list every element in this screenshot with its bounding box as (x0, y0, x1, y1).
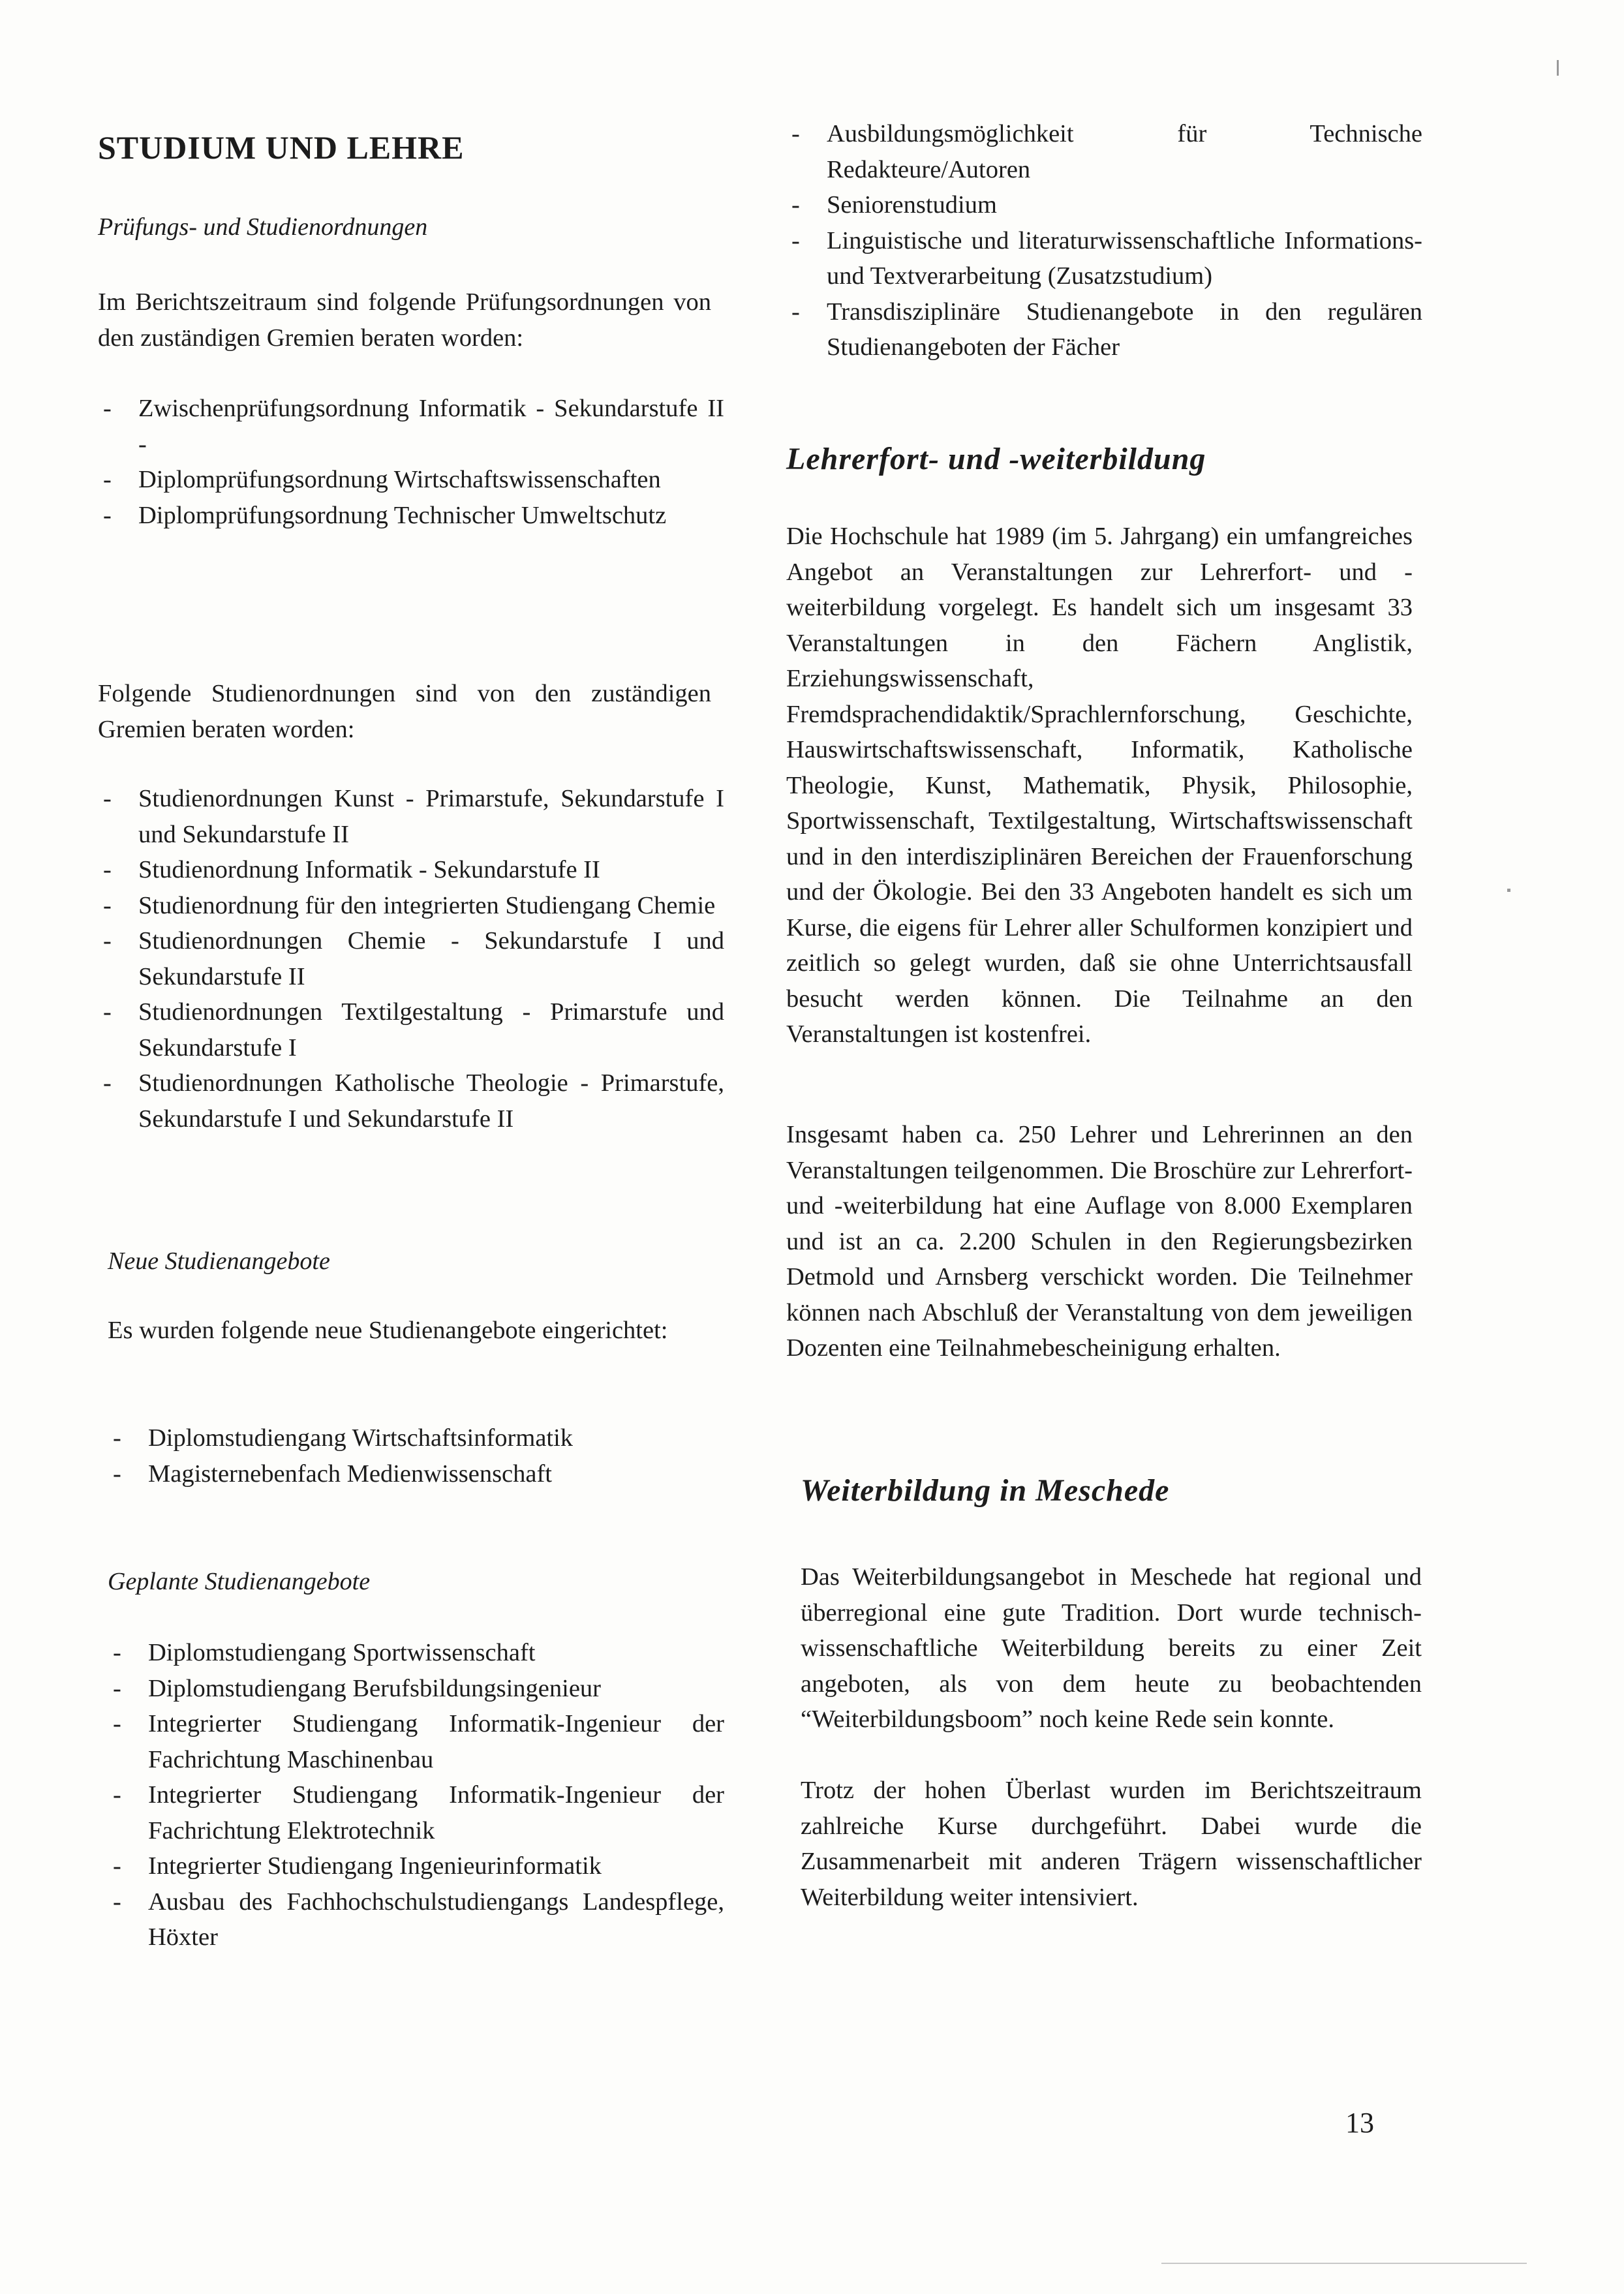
list-item-text: Studienordnungen Kunst - Primarstufe, Sekundarstufe I und Sekundarstufe II (138, 785, 724, 848)
list-item-text: Seniorenstudium (827, 191, 997, 219)
dash-marker: - (113, 1710, 121, 1737)
list-item-text: Studienordnungen Katholische Theologie - Primarstufe, Sekundarstufe I und Sekundarstufe II (138, 1069, 724, 1133)
dash-marker: - (113, 1852, 121, 1880)
list-item (108, 1884, 724, 1955)
scan-mark (1507, 889, 1510, 892)
section-heading-geplante-studienangebote: Geplante Studienangebote (108, 1568, 371, 1595)
list-item (786, 223, 1422, 294)
list-item (98, 1065, 724, 1137)
list-item-text: Integrierter Studiengang Informatik-Ingenieur der Fachrichtung Maschinenbau (148, 1710, 724, 1773)
list-item-text: Transdisziplinäre Studienangebote in den regulären Studienangeboten der Fächer (827, 298, 1422, 361)
studienordnungen-intro: Folgende Studienordnungen sind von den zuständigen Gremien beraten worden: (98, 680, 711, 743)
section-heading-lehrerfortbildung: Lehrerfort- und -weiterbildung (786, 442, 1206, 476)
lehrerfortbildung-paragraph-1: Die Hochschule hat 1989 (im 5. Jahrgang) ein umfangreiches Angebot an Veranstaltungen zur Lehrerfort- und -weiterbildung vorgelegt. Es handelt sich um insgesamt 33 Veranstaltungen in den Fächern Anglistik, Erziehungswissenschaft, Fremdsprachendidaktik/Sprachlernforschung, Geschichte, Hauswirtschaftswissenschaft, Informatik, Katholische Theologie, Kunst, Mathematik, Physik, Philosophie, Sportwissenschaft, Textilgestaltung, Wirtschaftswissenschaft und in den interdisziplinären Bereichen der Frauenforschung und der Ökologie. Bei den 33 Angeboten handelt es sich um Kurse, die eigens für Lehrer aller Schulformen konzipiert und zeitlich so gelegt wurden, daß sie ohne Unterrichtsausfall besucht werden können. Die Teilnahme an den Veranstaltungen ist kostenfrei. (786, 523, 1413, 1048)
list-item (98, 498, 724, 534)
list-item-text: Integrierter Studiengang Informatik-Ingenieur der Fachrichtung Elektrotechnik (148, 1781, 724, 1844)
page-title: STUDIUM UND LEHRE (98, 129, 465, 166)
pruefungsordnungen-intro: Im Berichtszeitraum sind folgende Prüfungsordnungen von den zuständigen Gremien beraten worden: (98, 288, 711, 352)
list-item (108, 1420, 724, 1456)
list-item (98, 923, 724, 994)
dash-marker: - (791, 120, 800, 147)
list-item (108, 1848, 724, 1884)
dash-marker: - (113, 1674, 121, 1702)
list-item (98, 391, 724, 462)
list-item-text: Diplomprüfungsordnung Wirtschaftswissenschaften (138, 466, 661, 493)
section-heading-weiterbildung-meschede: Weiterbildung in Meschede (801, 1473, 1170, 1508)
list-item-text: Zwischenprüfungsordnung Informatik - Sekundarstufe II - (138, 395, 724, 458)
neue-studienangebote-list (108, 1420, 724, 1491)
list-item-text: Ausbildungsmöglichkeit für Technische Redakteure/Autoren (827, 120, 1422, 183)
list-item (108, 1671, 724, 1707)
dash-marker: - (103, 856, 112, 883)
list-item (98, 852, 724, 888)
studienangebote-list-continued (786, 116, 1422, 365)
dash-marker: - (113, 1424, 121, 1452)
section-heading-pruefungsordnungen: Prüfungs- und Studienordnungen (98, 213, 428, 241)
list-item-text: Diplomstudiengang Berufsbildungsingenieur (148, 1674, 601, 1702)
pruefungsordnungen-list (98, 391, 724, 533)
dash-marker: - (103, 891, 112, 919)
list-item-text: Diplomprüfungsordnung Technischer Umweltschutz (138, 501, 667, 529)
meschede-paragraph-2: Trotz der hohen Überlast wurden im Berichtszeitraum zahlreiche Kurse durchgeführt. Dabei wurde die Zusammenarbeit mit anderen Trägern wissenschaftlicher Weiterbildung weiter intensiviert. (801, 1777, 1422, 1911)
dash-marker: - (103, 927, 112, 955)
dash-marker: - (791, 226, 800, 254)
list-item-text: Studienordnung für den integrierten Studiengang Chemie (138, 891, 716, 919)
list-item-text: Diplomstudiengang Wirtschaftsinformatik (148, 1424, 574, 1452)
list-item (98, 994, 724, 1065)
dash-marker: - (103, 1069, 112, 1097)
list-item-text: Studienordnungen Chemie - Sekundarstufe I und Sekundarstufe II (138, 927, 724, 990)
page-number: 13 (1345, 2107, 1374, 2139)
dash-marker: - (103, 501, 112, 529)
list-item-text: Ausbau des Fachhochschulstudiengangs Landespflege, Höxter (148, 1888, 724, 1951)
list-item (98, 888, 724, 924)
list-item-text: Magisternebenfach Medienwissenschaft (148, 1460, 552, 1488)
list-item-text: Diplomstudiengang Sportwissenschaft (148, 1639, 536, 1666)
meschede-paragraph-1: Das Weiterbildungsangebot in Meschede hat regional und überregional eine gute Tradition. Dort wurde technisch-wissenschaftliche Weiterbildung bereits zu einer Zeit angeboten, als von dem heute zu beobachtenden “Weiterbildungsboom” noch keine Rede sein konnte. (801, 1563, 1422, 1733)
list-item (786, 187, 1422, 223)
dash-marker: - (113, 1639, 121, 1666)
scan-mark (1161, 2263, 1527, 2264)
list-item-text: Studienordnung Informatik - Sekundarstufe II (138, 856, 600, 883)
dash-marker: - (103, 395, 112, 422)
list-item (98, 781, 724, 852)
dash-marker: - (103, 785, 112, 812)
dash-marker: - (113, 1460, 121, 1488)
section-heading-neue-studienangebote: Neue Studienangebote (108, 1247, 330, 1275)
list-item (786, 116, 1422, 187)
list-item-text: Studienordnungen Textilgestaltung - Primarstufe und Sekundarstufe I (138, 998, 724, 1062)
list-item (98, 462, 724, 498)
neue-studienangebote-intro: Es wurden folgende neue Studienangebote eingerichtet: (108, 1317, 668, 1344)
list-item (108, 1456, 724, 1492)
list-item (108, 1635, 724, 1671)
list-item (108, 1777, 724, 1848)
dash-marker: - (791, 191, 800, 219)
dash-marker: - (103, 998, 112, 1026)
list-item-text: Linguistische und literaturwissenschaftliche Informations- und Textverarbeitung (Zusatzstudium) (827, 226, 1422, 290)
scan-mark (1557, 60, 1559, 76)
list-item-text: Integrierter Studiengang Ingenieurinformatik (148, 1852, 602, 1880)
studienordnungen-list (98, 781, 724, 1137)
list-item (786, 294, 1422, 365)
lehrerfortbildung-paragraph-2: Insgesamt haben ca. 250 Lehrer und Lehrerinnen an den Veranstaltungen teilgenommen. Die Broschüre zur Lehrerfort- und -weiterbildung hat eine Auflage von 8.000 Exemplaren und ist an ca. 2.200 Schulen in den Regierungsbezirken Detmold und Arnsberg verschickt worden. Die Teilnehmer können nach Abschluß der Veranstaltung von dem jeweiligen Dozenten eine Teilnahmebescheinigung erhalten. (786, 1121, 1413, 1362)
dash-marker: - (113, 1888, 121, 1916)
dash-marker: - (103, 466, 112, 493)
dash-marker: - (791, 298, 800, 326)
list-item (108, 1706, 724, 1777)
dash-marker: - (113, 1781, 121, 1809)
geplante-studienangebote-list (108, 1635, 724, 1955)
